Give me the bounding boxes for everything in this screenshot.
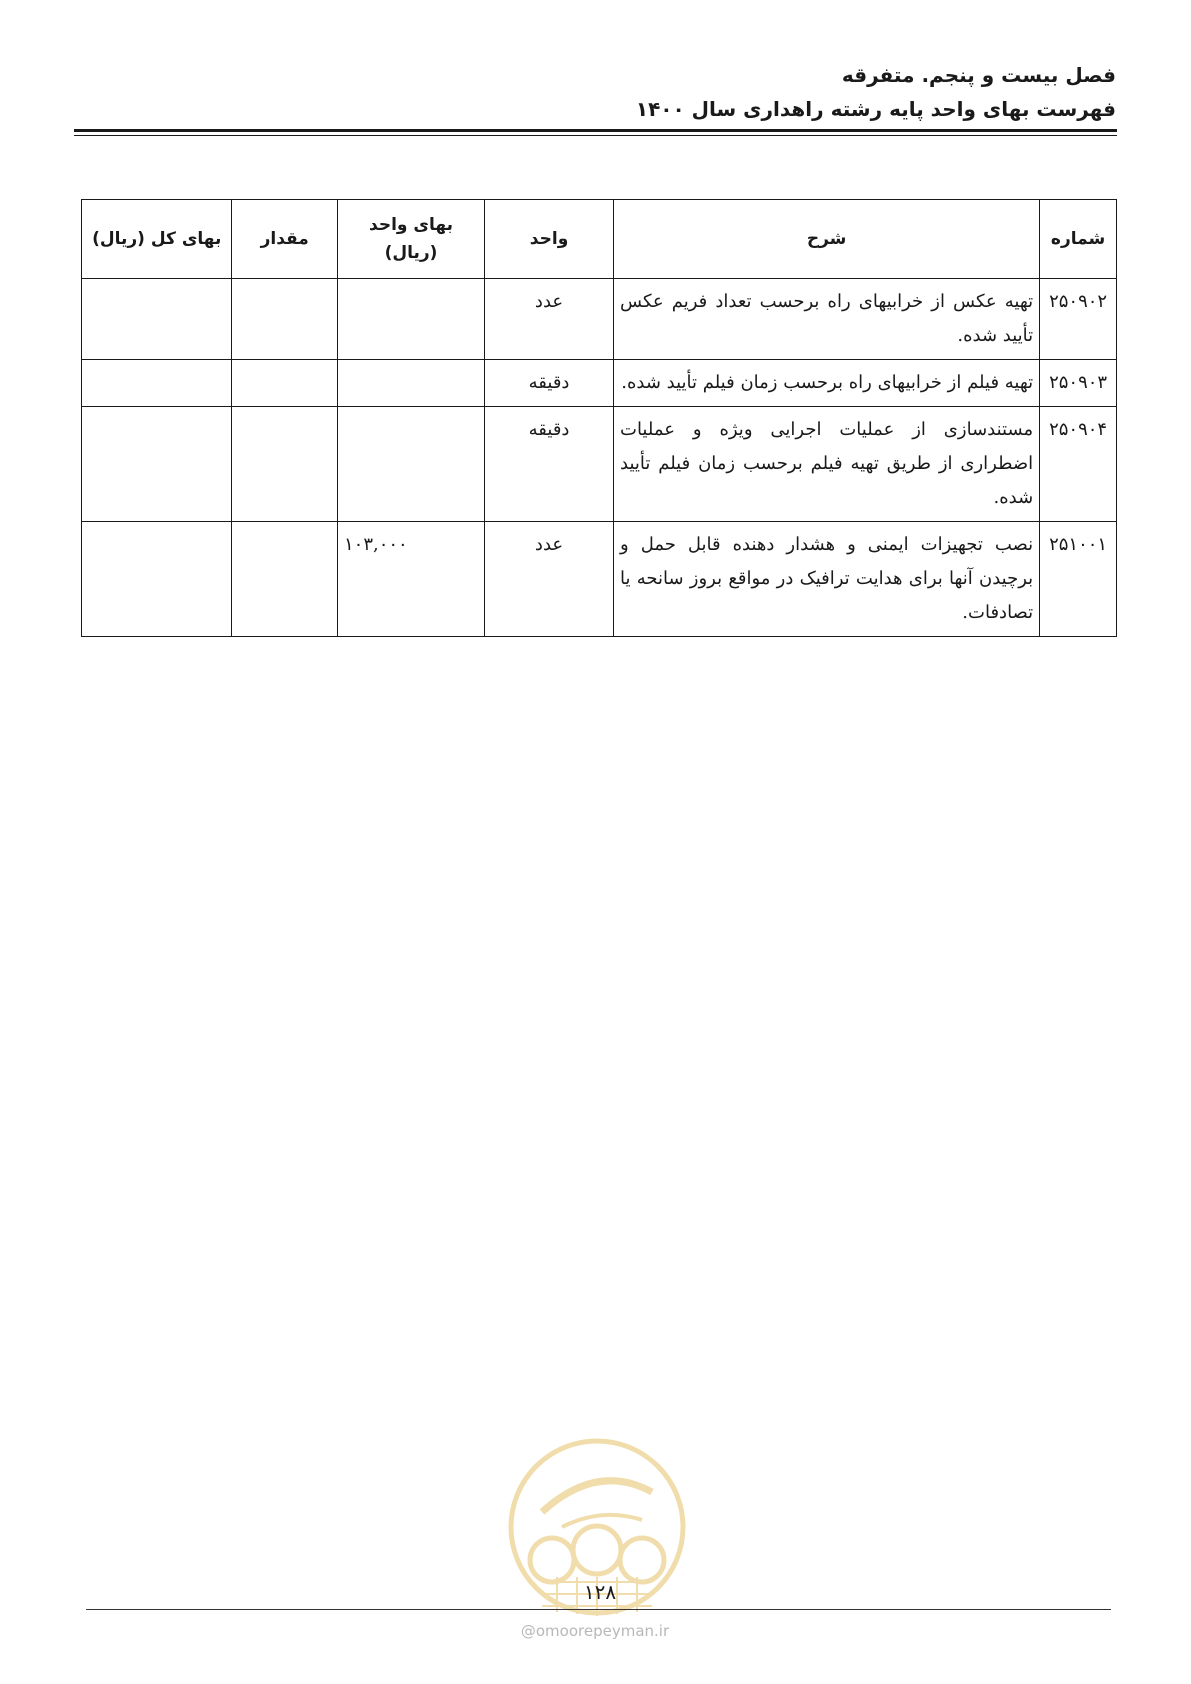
header-unit-price-line1: بهای واحد (369, 215, 453, 235)
row-description: نصب تجهیزات ایمنی و هشدار دهنده قابل حمل و برچیدن آنها برای هدایت ترافیک در مواقع بروز سانحه یا تصادفات. (614, 522, 1040, 637)
row-description: تهیه عکس از خرابیهای راه برحسب تعداد فریم عکس تأیید شده. (614, 279, 1040, 360)
price-list-table (81, 199, 1117, 637)
table-row (82, 407, 1117, 522)
row-unit-price (337, 279, 484, 360)
row-total (82, 360, 232, 407)
row-unit: عدد (485, 522, 614, 637)
row-code: ۲۵۱۰۰۱ (1040, 522, 1117, 637)
table-row (82, 279, 1117, 360)
row-unit: عدد (485, 279, 614, 360)
row-description: تهیه فیلم از خرابیهای راه برحسب زمان فیلم تأیید شده. (614, 360, 1040, 407)
row-unit-price (337, 360, 484, 407)
header-unit-price-line2: (ریال) (384, 243, 438, 263)
header-unit-price (337, 200, 484, 279)
table-header-row (82, 200, 1117, 279)
header-unit: واحد (485, 200, 614, 279)
row-quantity (232, 360, 338, 407)
table-row (82, 360, 1117, 407)
row-description: مستندسازی از عملیات اجرایی ویژه و عملیات اضطراری از طریق تهیه فیلم برحسب زمان فیلم تأیید شده. (614, 407, 1040, 522)
row-unit: دقیقه (485, 407, 614, 522)
document-subtitle: فهرست بهای واحد پایه رشته راهداری سال ۱۴۰۰ (635, 97, 1116, 121)
footer-rule (86, 1609, 1111, 1610)
row-quantity (232, 522, 338, 637)
row-code: ۲۵۰۹۰۳ (1040, 360, 1117, 407)
header-description: شرح (614, 200, 1040, 279)
header-rule-thick (74, 129, 1117, 132)
row-unit: دقیقه (485, 360, 614, 407)
row-quantity (232, 279, 338, 360)
header-quantity: مقدار (232, 200, 338, 279)
row-code: ۲۵۰۹۰۴ (1040, 407, 1117, 522)
row-total (82, 522, 232, 637)
row-unit-price: ۱۰۳,۰۰۰ (337, 522, 484, 637)
row-code: ۲۵۰۹۰۲ (1040, 279, 1117, 360)
table-row (82, 522, 1117, 637)
row-total (82, 407, 232, 522)
chapter-title: فصل بیست و پنجم. متفرقه (841, 63, 1116, 87)
row-unit-price (337, 407, 484, 522)
header-total-price: بهای کل (ریال) (82, 200, 232, 279)
watermark-url: @omoorepeyman.ir (520, 1622, 670, 1640)
row-quantity (232, 407, 338, 522)
page-header (75, 58, 1116, 126)
header-rule-thin (74, 135, 1117, 136)
row-total (82, 279, 232, 360)
header-code: شماره (1040, 200, 1117, 279)
page-number: ۱۲۸ (583, 1580, 617, 1604)
